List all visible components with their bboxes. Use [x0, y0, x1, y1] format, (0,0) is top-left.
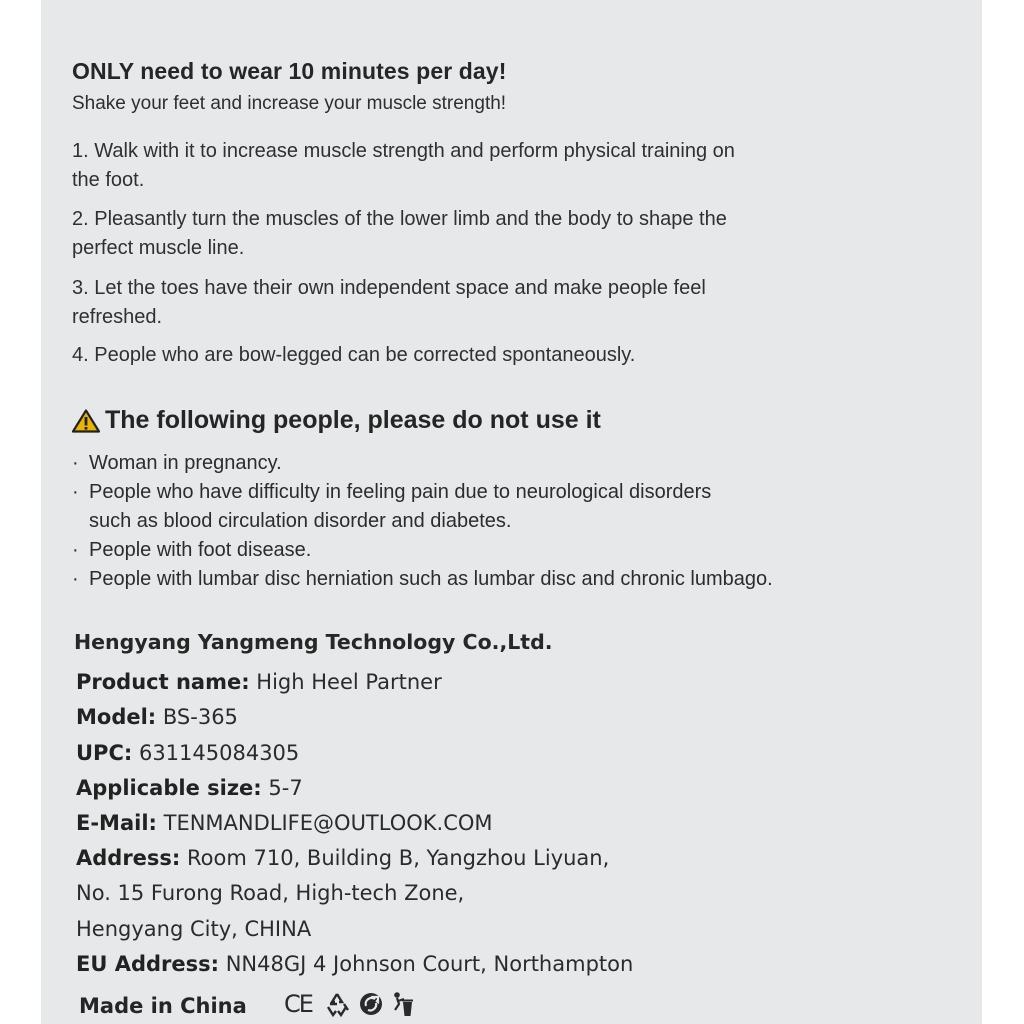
eu-address-row — [76, 952, 633, 976]
list-item — [72, 565, 962, 594]
contraindication-2-line-1: People who have difficulty in feeling pain due to neurological disorders — [89, 481, 712, 503]
email-row — [76, 811, 493, 835]
benefit-3-line-2: refreshed. — [72, 306, 163, 328]
email-label: E-Mail: — [76, 811, 157, 835]
list-item — [72, 478, 962, 536]
model-label: Model: — [76, 705, 157, 729]
bullet-dot: · — [72, 481, 79, 503]
certification-marks — [284, 990, 414, 1018]
contraindication-1: Woman in pregnancy. — [89, 452, 282, 474]
benefit-3-line-1: 3. Let the toes have their own independent space and make people feel — [72, 277, 706, 299]
warning-title: The following people, please do not use it — [105, 406, 601, 434]
bullet-dot: · — [72, 568, 79, 590]
bullet-dot: · — [72, 539, 79, 561]
upc-value: 631145084305 — [138, 741, 300, 765]
benefit-item-1 — [72, 137, 962, 195]
contraindication-3: People with foot disease. — [89, 539, 312, 561]
benefit-item-2 — [72, 205, 962, 263]
benefit-2-line-1: 2. Pleasantly turn the muscles of the lower limb and the body to shape the — [72, 208, 727, 230]
tidy-man-disposal-icon — [392, 990, 414, 1018]
contraindication-2-line-2: such as blood circulation disorder and diabetes. — [89, 510, 512, 532]
benefit-1-line-1: 1. Walk with it to increase muscle strength and perform physical training on — [72, 140, 735, 162]
product-name-value: High Heel Partner — [256, 670, 442, 694]
contraindication-list — [72, 449, 962, 594]
model-value: BS-365 — [162, 705, 238, 729]
benefit-item-4 — [72, 341, 962, 370]
green-dot-icon — [358, 991, 384, 1017]
product-name-label: Product name: — [76, 670, 250, 694]
email-value: TENMANDLIFE@OUTLOOK.COM — [163, 811, 493, 835]
recycle-icon — [324, 991, 350, 1017]
subheadline: Shake your feet and increase your muscle strength! — [72, 93, 507, 114]
address-line-2: No. 15 Furong Road, High-tech Zone, — [76, 881, 465, 905]
contraindication-4: People with lumbar disc herniation such as lumbar disc and chronic lumbago. — [89, 568, 773, 590]
eu-address-label: EU Address: — [76, 952, 220, 976]
address-line-3: Hengyang City, CHINA — [76, 917, 312, 941]
bullet-dot: · — [72, 452, 79, 474]
company-name: Hengyang Yangmeng Technology Co.,Ltd. — [74, 630, 553, 654]
benefit-item-3 — [72, 274, 962, 332]
made-in-label: Made in China — [79, 994, 247, 1018]
headline: ONLY need to wear 10 minutes per day! — [72, 58, 507, 84]
warning-triangle-icon — [72, 409, 100, 433]
benefit-1-line-2: the foot. — [72, 169, 145, 191]
benefit-4-line-1: 4. People who are bow-legged can be corrected spontaneously. — [72, 344, 636, 366]
model-row — [76, 705, 238, 729]
size-row — [76, 776, 303, 800]
list-item — [72, 536, 962, 565]
upc-label: UPC: — [76, 741, 133, 765]
address-line-1: Room 710, Building B, Yangzhou Liyuan, — [187, 846, 610, 870]
address-row — [76, 846, 609, 870]
instruction-sheet — [41, 0, 982, 1024]
list-item — [72, 449, 962, 478]
warning-heading — [72, 406, 962, 435]
ce-mark: CE — [284, 990, 312, 1018]
size-label: Applicable size: — [76, 776, 262, 800]
product-name-row — [76, 670, 442, 694]
address-label: Address: — [76, 846, 181, 870]
upc-row — [76, 741, 299, 765]
size-value: 5-7 — [268, 776, 303, 800]
benefit-2-line-2: perfect muscle line. — [72, 237, 245, 259]
eu-address-value: NN48GJ 4 Johnson Court, Northampton — [225, 952, 634, 976]
